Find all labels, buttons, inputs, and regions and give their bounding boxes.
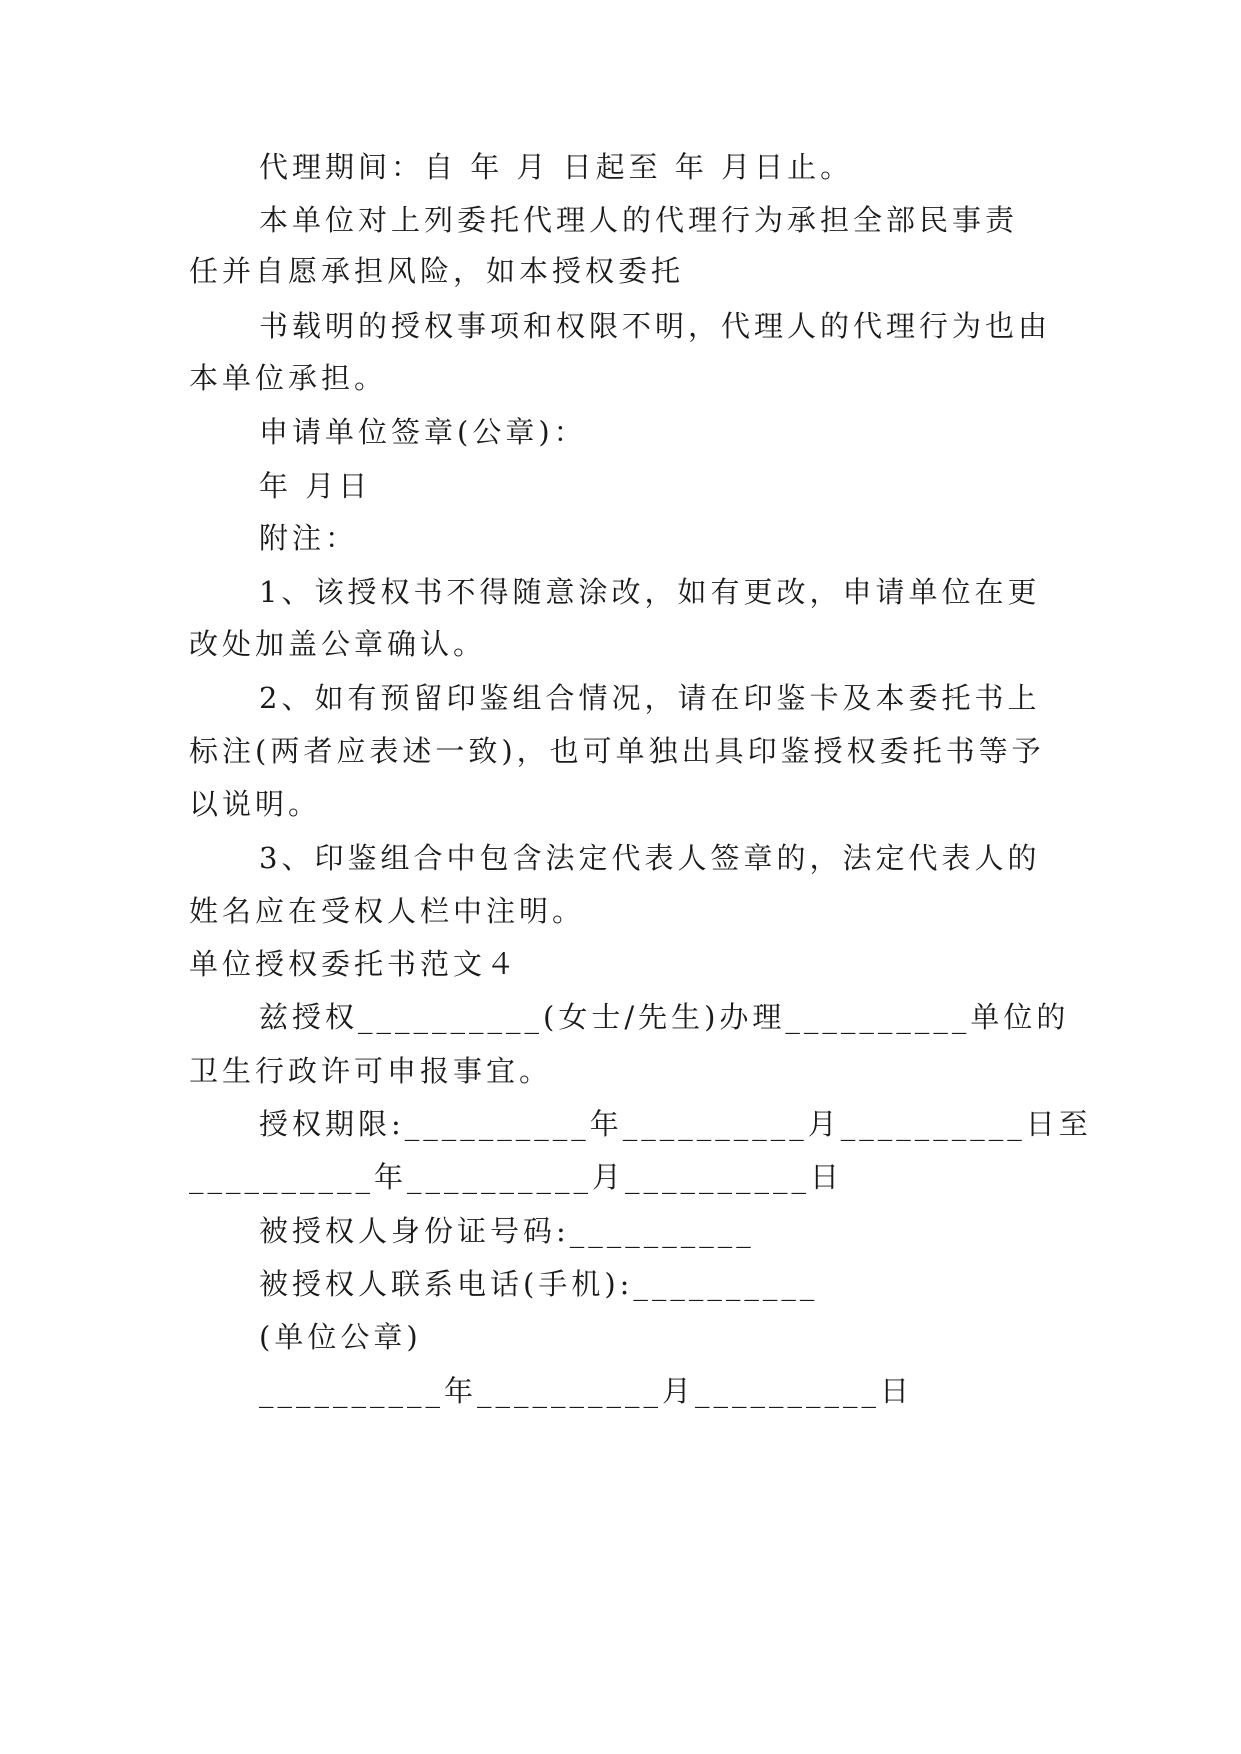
date-line: 年 月日 bbox=[259, 469, 372, 503]
notes-heading: 附注： bbox=[259, 521, 359, 555]
note-3-line-2: 姓名应在受权人栏中注明。 bbox=[189, 894, 586, 928]
signature-date-line: __________年__________月__________日 bbox=[259, 1374, 914, 1408]
note-1-line-1: 1、该授权书不得随意涂改，如有更改，申请单位在更 bbox=[259, 575, 1041, 609]
note-2-line-3: 以说明。 bbox=[189, 787, 322, 821]
applicant-seal-line: 申请单位签章(公章)： bbox=[259, 415, 587, 449]
liability-paragraph-line-1: 本单位对上列委托代理人的代理行为承担全部民事责 bbox=[259, 203, 1019, 237]
unit-seal-line: (单位公章) bbox=[259, 1320, 422, 1354]
note-3-line-1: 3、印鉴组合中包含法定代表人签章的，法定代表人的 bbox=[259, 841, 1041, 875]
note-2-line-1: 2、如有预留印鉴组合情况，请在印鉴卡及本委托书上 bbox=[259, 681, 1041, 715]
note-1-line-2: 改处加盖公章确认。 bbox=[189, 627, 487, 661]
authorization-line-2: 卫生行政许可申报事宜。 bbox=[189, 1054, 553, 1088]
id-number-line: 被授权人身份证号码:__________ bbox=[259, 1214, 755, 1248]
authorization-period-line-2: __________年__________月__________日 bbox=[189, 1160, 844, 1194]
liability-paragraph-line-4: 本单位承担。 bbox=[189, 361, 388, 395]
agency-period-line: 代理期间：自 年 月 日起至 年 月日止。 bbox=[259, 150, 854, 184]
section-title: 单位授权委托书范文４ bbox=[189, 947, 520, 981]
authorization-line-1: 兹授权__________(女士/先生)办理__________单位的 bbox=[259, 1000, 1070, 1034]
liability-paragraph-line-3: 书载明的授权事项和权限不明，代理人的代理行为也由 bbox=[259, 309, 1052, 343]
note-2-line-2: 标注(两者应表述一致)，也可单独出具印鉴授权委托书等予 bbox=[189, 734, 1045, 768]
liability-paragraph-line-2: 任并自愿承担风险，如本授权委托 bbox=[189, 254, 685, 288]
phone-line: 被授权人联系电话(手机):__________ bbox=[259, 1267, 819, 1301]
authorization-period-line-1: 授权期限:__________年__________月__________日至 bbox=[259, 1107, 1092, 1141]
